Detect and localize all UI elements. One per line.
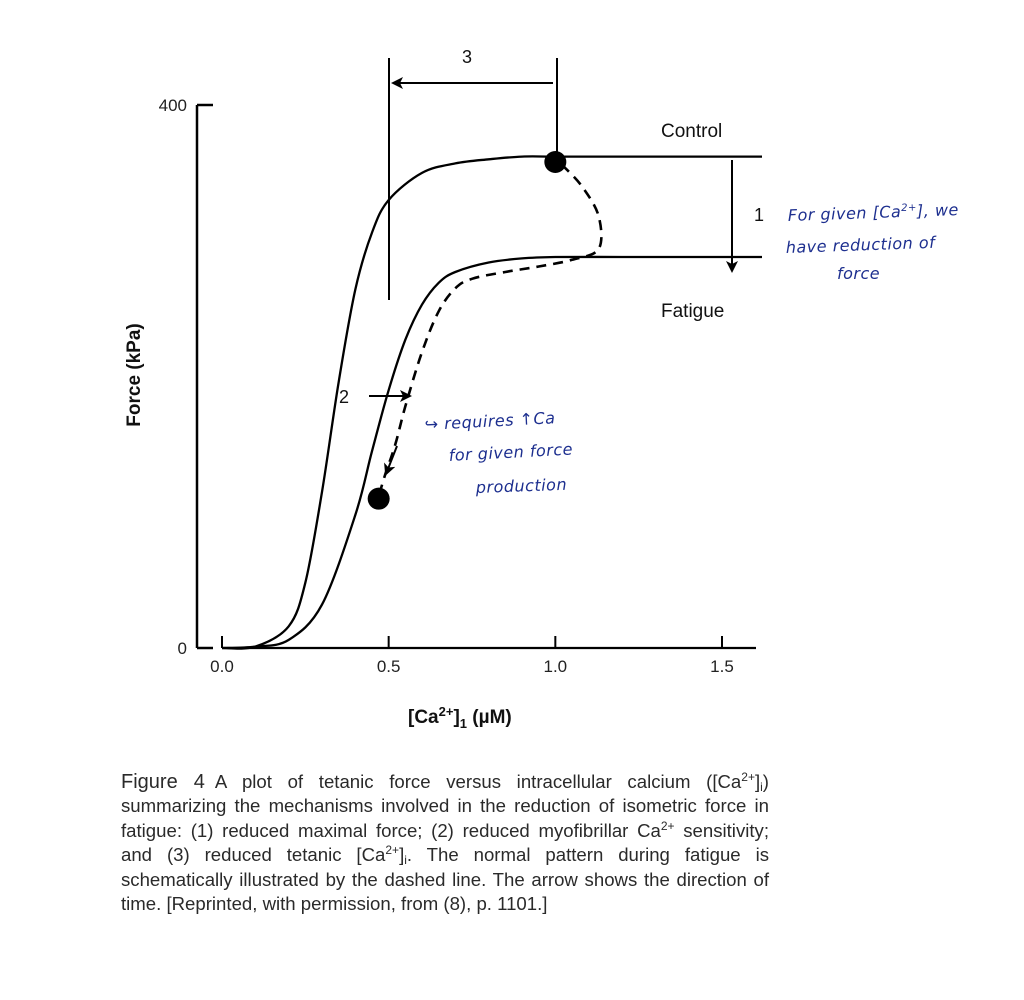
annotation-3: 3: [461, 47, 473, 67]
x-axis-title: $[Ca^{2+}]_1$ (µM): [408, 704, 512, 731]
x-tick-label: 1.5: [710, 657, 734, 676]
data-point-marker: [544, 151, 566, 173]
series-line-control: [222, 156, 765, 648]
caption-segment: ) summarizing the mechanisms involved in the reduction of isometric force in fatigue: (1) reduced maximal force; (2) reduced myofibrillar Ca: [121, 771, 769, 841]
x-tick-label: 0.0: [210, 657, 234, 676]
caption-segment: i: [760, 780, 763, 794]
x-ticks: [210, 636, 734, 676]
y-tick-label: 400: [158, 96, 187, 115]
handwritten-note-line-4: ↪ requires ↑Ca: [424, 408, 556, 434]
caption-segment: ]: [399, 844, 405, 866]
handwritten-note-line-2: have reduction of: [785, 232, 936, 257]
annotation-1: 1: [754, 205, 765, 225]
x-tick-label: 1.0: [543, 657, 568, 676]
annotation-2: 2: [339, 387, 350, 407]
caption-segment: 2+: [385, 843, 400, 858]
y-ticks: [159, 96, 187, 658]
handwritten-note-line-1: For given $[Ca^{2+}]$, we: [787, 200, 960, 225]
caption-segment: 2+: [741, 770, 755, 784]
caption-segment: . The normal pattern during fatigue is schematically illustrated by the dashed line. The arrow shows the direction of time. [Reprinted, with permission, from (8), p. 1101.]: [121, 844, 770, 915]
data-point-marker: [368, 488, 390, 510]
caption-segment: i: [404, 853, 407, 868]
figure-caption: [121, 770, 769, 916]
caption-segment: 2+: [660, 818, 675, 833]
time-direction-arrow: [386, 446, 397, 474]
y-axis-title: Force (kPa): [124, 323, 145, 427]
handwritten-note-line-3: force: [837, 264, 881, 283]
caption-segment: sensitivity; and (3) reduced tetanic [Ca: [121, 819, 769, 866]
y-tick-label: 0: [177, 639, 187, 658]
curve-label-control: Control: [661, 121, 723, 142]
figure-label: Figure 4: [121, 771, 205, 793]
series-layer: [222, 156, 765, 648]
handwritten-note-line-6: production: [475, 474, 568, 497]
caption-segment: A plot of tetanic force versus intracellular calcium ([Ca: [214, 771, 742, 792]
handwritten-note-line-5: for given force: [448, 439, 574, 465]
caption-body: [121, 771, 769, 914]
caption-segment: ]: [754, 771, 761, 792]
x-tick-label: 0.5: [376, 657, 401, 676]
curve-label-fatigue: Fatigue: [661, 301, 725, 322]
